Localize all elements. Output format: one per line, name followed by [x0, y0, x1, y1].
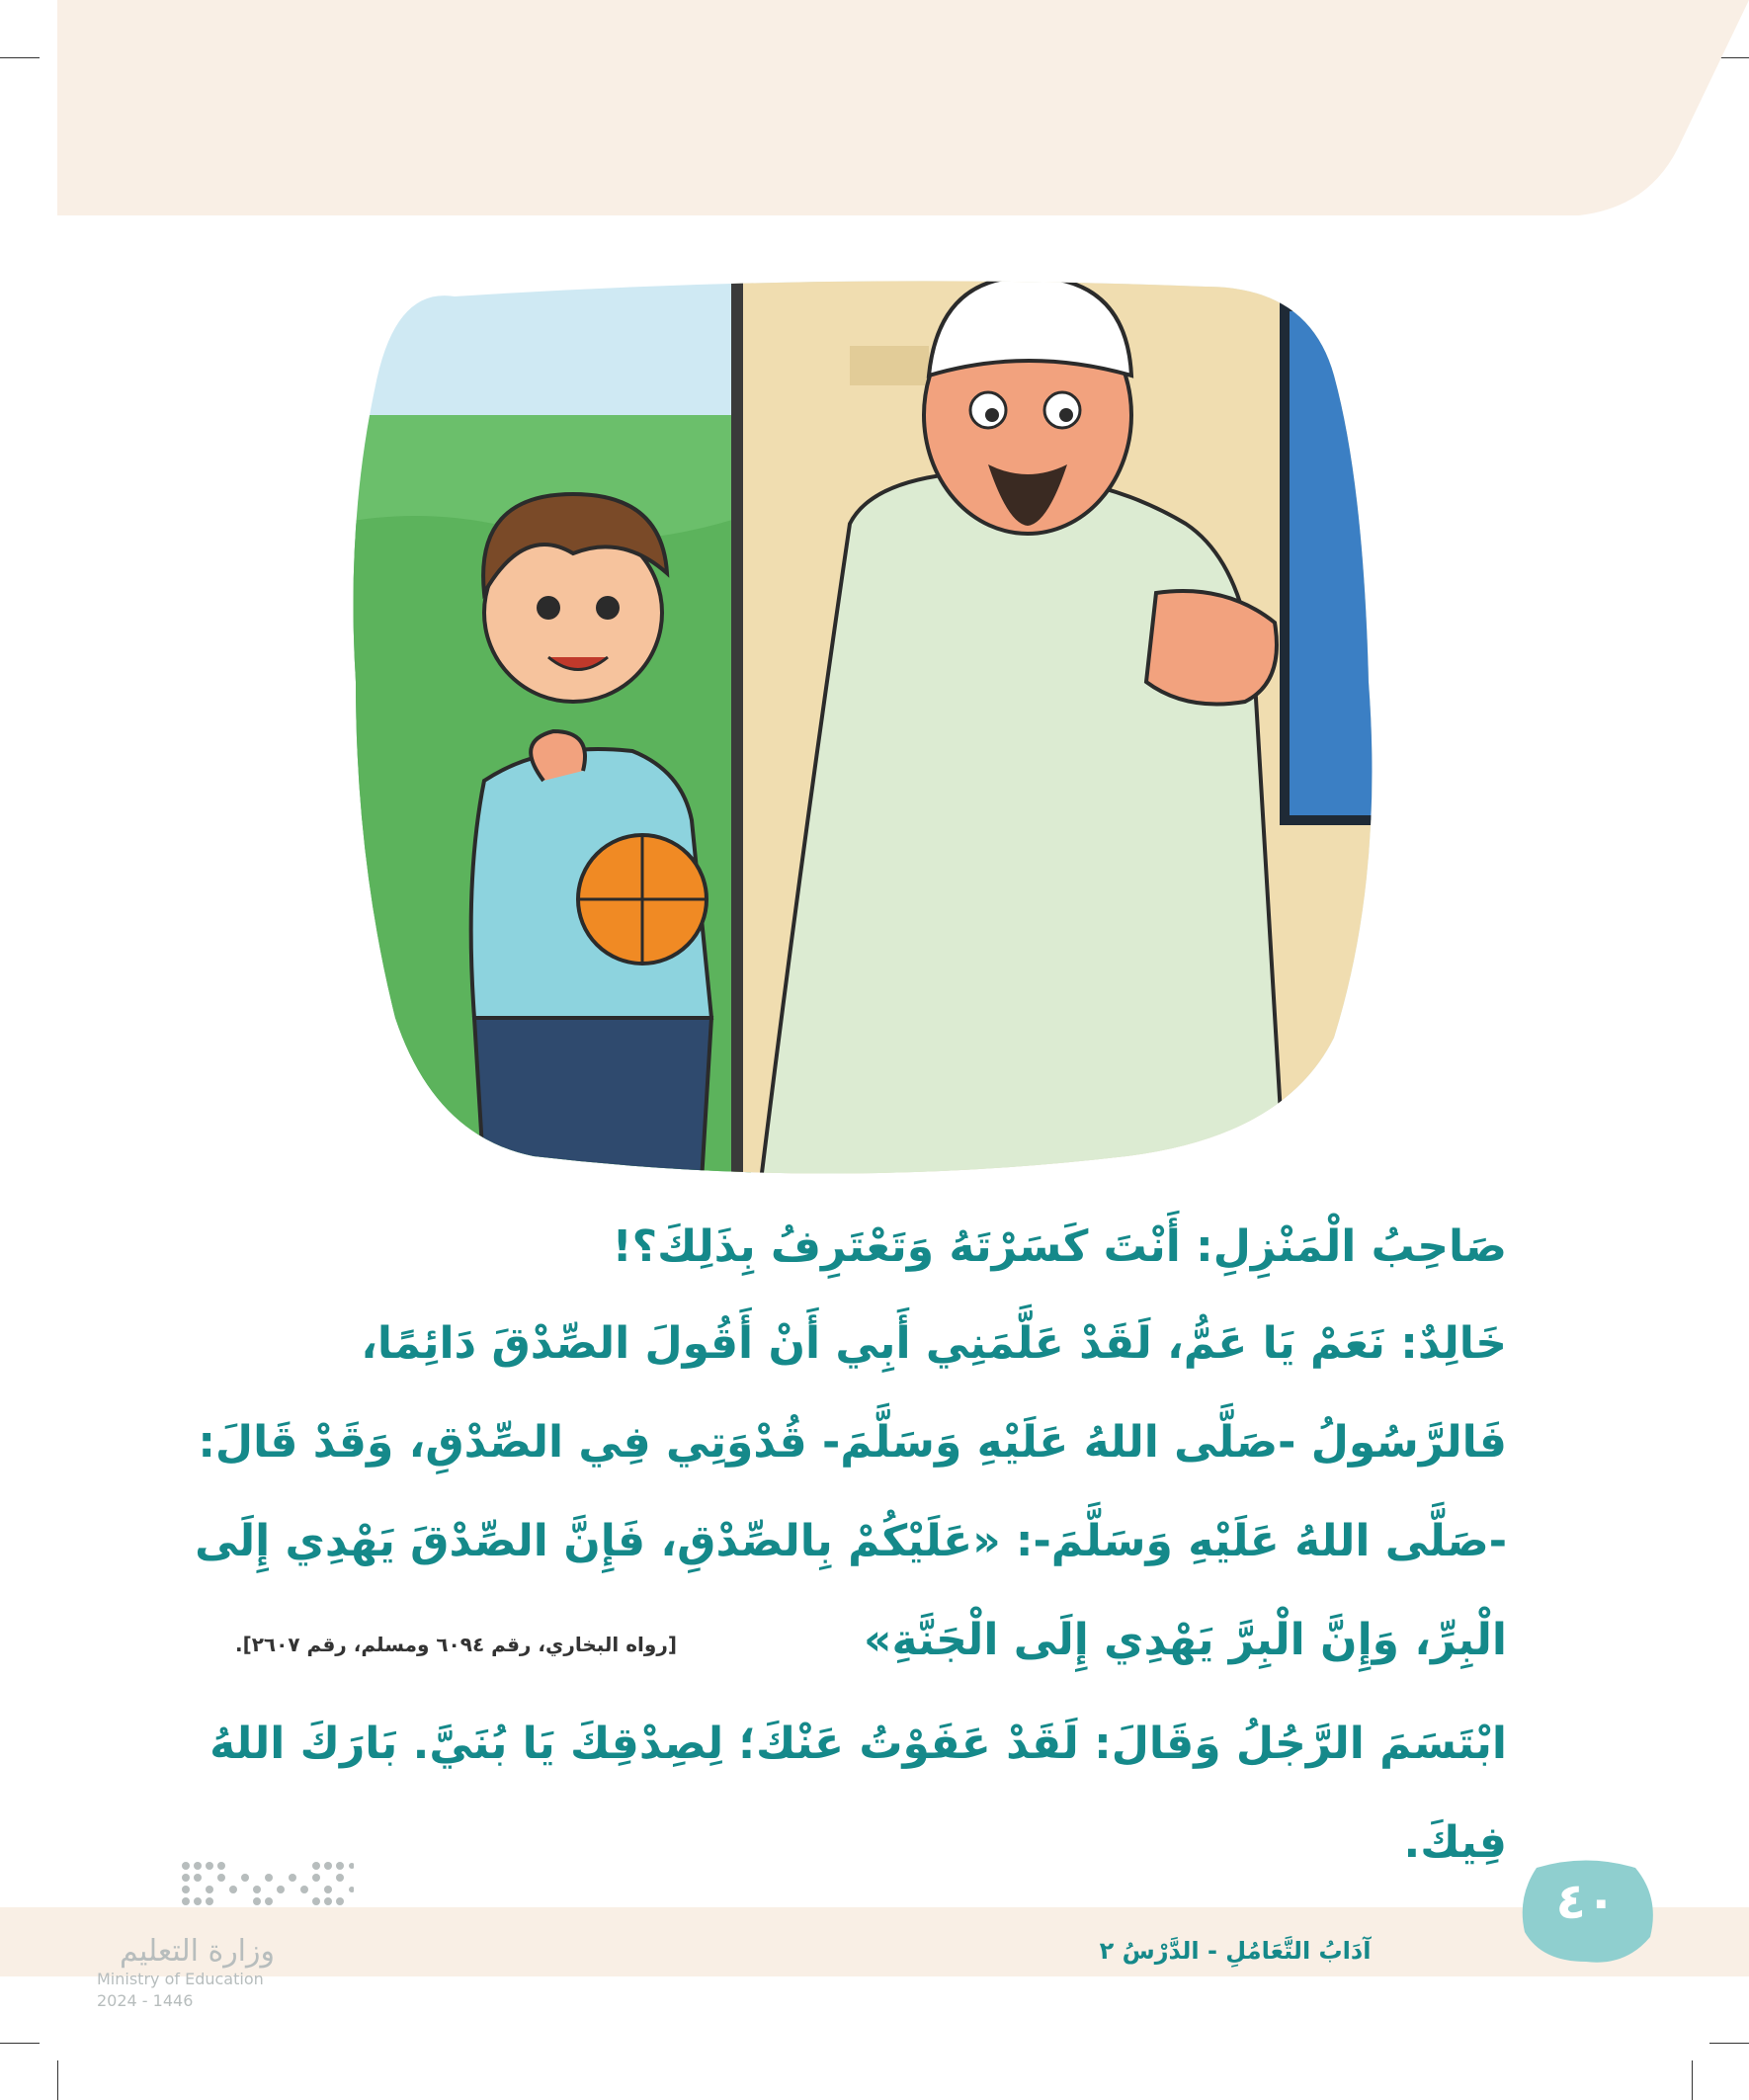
ministry-year: 2024 - 1446 [97, 1991, 194, 2010]
header-band [57, 0, 1749, 215]
owner-line: صَاحِبُ الْمَنْزِلِ: أَنْتَ كَسَرْتَهُ وَتَعْتَرِفُ بِذَلِكَ؟! [612, 1221, 1507, 1272]
ministry-name-ar: وزارة التعليم [119, 1934, 275, 1969]
page-number: ٤٠ [1555, 1873, 1617, 1930]
crop-mark [0, 2043, 40, 2044]
story-illustration [336, 267, 1383, 1181]
khalid-paragraph: خَالِدٌ: نَعَمْ يَا عَمُّ، لَقَدْ عَلَّمَنِي أَبِي أَنْ أَقُولَ الصِّدْقَ دَائِمًا، فَالرَّسُولُ -صَلَّى اللهُ عَلَيْهِ وَسَلَّمَ- قُدْوَتِي فِي الصِّدْقِ، وَقَدْ قَالَ: -صَلَّى اللهُ عَلَيْهِ وَسَلَّمَ-: «عَلَيْكُمْ بِالصِّدْقِ، فَإِنَّ الصِّدْقَ يَهْدِي إِلَى الْبِرِّ، وَإِنَّ الْبِرَّ يَهْدِي إِلَى الْجَنَّةِ» [195, 1318, 1507, 1665]
closing-line: ابْتَسَمَ الرَّجُلُ وَقَالَ: لَقَدْ عَفَوْتُ عَنْكَ؛ لِصِدْقِكَ يَا بُنَيَّ. بَارَكَ اللهُ فِيكَ. [209, 1719, 1507, 1868]
crop-mark [1709, 2043, 1749, 2044]
crop-mark [57, 2060, 58, 2100]
crop-mark [1692, 2060, 1693, 2100]
lesson-title: آدَابُ التَّعَامُلِ - الدَّرْسُ ٢ [1099, 1937, 1372, 1965]
hadith-citation: [رواه البخاري، رقم ٦٠٩٤ ومسلم، رقم ٢٦٠٧]. [234, 1633, 677, 1656]
crop-mark [0, 57, 40, 58]
ministry-name-en: Ministry of Education [97, 1970, 264, 1988]
window-icon [1285, 306, 1383, 820]
